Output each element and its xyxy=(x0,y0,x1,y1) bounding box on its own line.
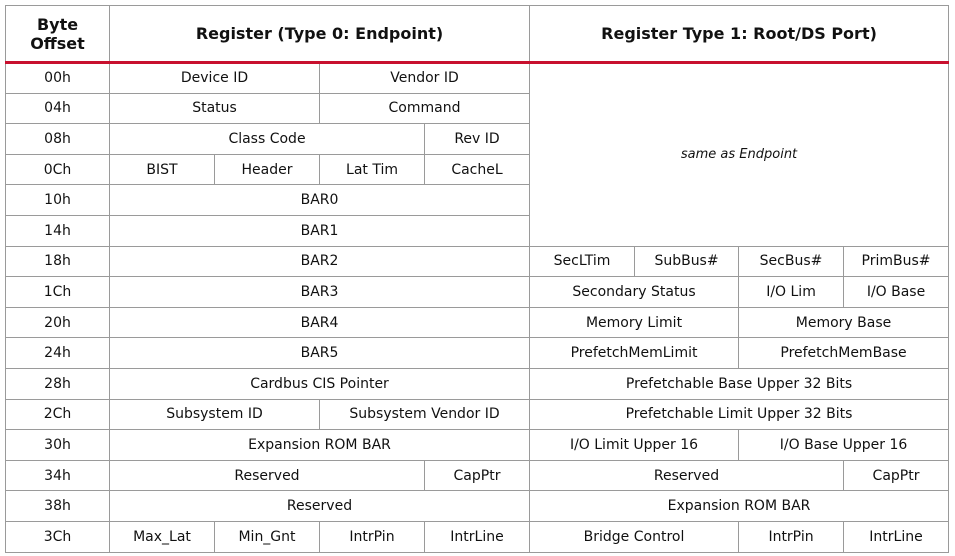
offset-cell: 20h xyxy=(6,307,110,338)
offset-cell: 00h xyxy=(6,63,110,94)
offset-cell: 24h xyxy=(6,338,110,369)
table-row xyxy=(6,277,949,308)
bar2-cell: BAR2 xyxy=(110,246,530,277)
reserved-cell: Reserved xyxy=(110,460,425,491)
header-byte-offset-line2: Offset xyxy=(30,33,85,53)
offset-cell: 10h xyxy=(6,185,110,216)
device-id-cell: Device ID xyxy=(110,63,320,94)
header-type1: Register Type 1: Root/DS Port) xyxy=(530,6,949,63)
subsystem-id-cell: Subsystem ID xyxy=(110,399,320,430)
secltim-cell: SecLTim xyxy=(530,246,635,277)
table-row xyxy=(6,307,949,338)
offset-cell: 2Ch xyxy=(6,399,110,430)
offset-cell: 3Ch xyxy=(6,521,110,552)
bar0-cell: BAR0 xyxy=(110,185,530,216)
secbus-cell: SecBus# xyxy=(739,246,844,277)
table-row xyxy=(6,246,949,277)
table-row xyxy=(6,338,949,369)
expansion-rom-bar-cell: Expansion ROM BAR xyxy=(530,491,949,522)
prefetch-mem-base-cell: PrefetchMemBase xyxy=(739,338,949,369)
io-lim-cell: I/O Lim xyxy=(739,277,844,308)
offset-cell: 28h xyxy=(6,368,110,399)
offset-cell: 04h xyxy=(6,93,110,124)
offset-cell: 18h xyxy=(6,246,110,277)
primbus-cell: PrimBus# xyxy=(844,246,949,277)
capptr-cell: CapPtr xyxy=(425,460,530,491)
table-row xyxy=(6,399,949,430)
memory-base-cell: Memory Base xyxy=(739,307,949,338)
header-type-cell: Header xyxy=(215,154,320,185)
offset-cell: 14h xyxy=(6,215,110,246)
capptr-cell: CapPtr xyxy=(844,460,949,491)
bar5-cell: BAR5 xyxy=(110,338,530,369)
offset-cell: 1Ch xyxy=(6,277,110,308)
secondary-status-cell: Secondary Status xyxy=(530,277,739,308)
offset-cell: 38h xyxy=(6,491,110,522)
bist-cell: BIST xyxy=(110,154,215,185)
subbus-cell: SubBus# xyxy=(635,246,739,277)
bar4-cell: BAR4 xyxy=(110,307,530,338)
table-row xyxy=(6,491,949,522)
reserved-cell: Reserved xyxy=(110,491,530,522)
io-base-upper-cell: I/O Base Upper 16 xyxy=(739,430,949,461)
memory-limit-cell: Memory Limit xyxy=(530,307,739,338)
prefetch-mem-limit-cell: PrefetchMemLimit xyxy=(530,338,739,369)
intrline-cell: IntrLine xyxy=(844,521,949,552)
max-lat-cell: Max_Lat xyxy=(110,521,215,552)
bar3-cell: BAR3 xyxy=(110,277,530,308)
header-type0: Register (Type 0: Endpoint) xyxy=(110,6,530,63)
io-limit-upper-cell: I/O Limit Upper 16 xyxy=(530,430,739,461)
header-row xyxy=(6,6,949,63)
table-row xyxy=(6,430,949,461)
prefetch-base-upper-cell: Prefetchable Base Upper 32 Bits xyxy=(530,368,949,399)
bar1-cell: BAR1 xyxy=(110,215,530,246)
io-base-cell: I/O Base xyxy=(844,277,949,308)
intrpin-cell: IntrPin xyxy=(320,521,425,552)
register-table xyxy=(5,5,949,553)
status-cell: Status xyxy=(110,93,320,124)
lat-tim-cell: Lat Tim xyxy=(320,154,425,185)
cardbus-cis-pointer-cell: Cardbus CIS Pointer xyxy=(110,368,530,399)
reserved-cell: Reserved xyxy=(530,460,844,491)
rev-id-cell: Rev ID xyxy=(425,124,530,155)
intrline-cell: IntrLine xyxy=(425,521,530,552)
expansion-rom-bar-cell: Expansion ROM BAR xyxy=(110,430,530,461)
table-row xyxy=(6,63,949,94)
intrpin-cell: IntrPin xyxy=(739,521,844,552)
bridge-control-cell: Bridge Control xyxy=(530,521,739,552)
subsystem-vendor-id-cell: Subsystem Vendor ID xyxy=(320,399,530,430)
command-cell: Command xyxy=(320,93,530,124)
same-as-endpoint-cell: same as Endpoint xyxy=(530,63,949,247)
header-byte-offset-line1: Byte xyxy=(36,14,79,34)
table-row xyxy=(6,368,949,399)
class-code-cell: Class Code xyxy=(110,124,425,155)
cachel-cell: CacheL xyxy=(425,154,530,185)
table-row xyxy=(6,521,949,552)
prefetch-limit-upper-cell: Prefetchable Limit Upper 32 Bits xyxy=(530,399,949,430)
header-byte-offset xyxy=(6,6,110,63)
offset-cell: 34h xyxy=(6,460,110,491)
offset-cell: 30h xyxy=(6,430,110,461)
table-row xyxy=(6,460,949,491)
min-gnt-cell: Min_Gnt xyxy=(215,521,320,552)
offset-cell: 0Ch xyxy=(6,154,110,185)
vendor-id-cell: Vendor ID xyxy=(320,63,530,94)
offset-cell: 08h xyxy=(6,124,110,155)
